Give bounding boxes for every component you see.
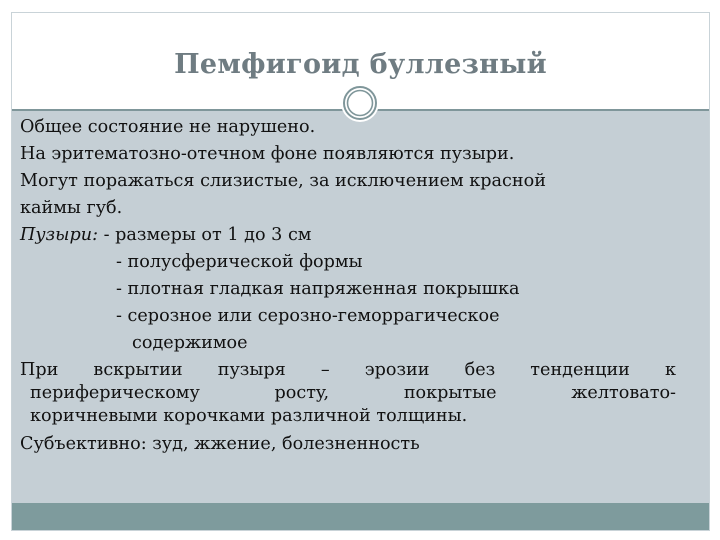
bullet-item: - серозное или серозно-геморрагическое <box>116 306 500 326</box>
paragraph-erosion <box>20 359 676 428</box>
bullet-header-line <box>20 222 676 249</box>
text-line: Общее состояние не нарушено. <box>20 117 316 137</box>
bullet-item: - полусферической формы <box>116 252 363 272</box>
slide-body <box>20 114 676 458</box>
bullet-item: - плотная гладкая напряженная покрышка <box>116 279 520 299</box>
bullets-label: Пузыри: <box>20 225 98 245</box>
text-line: Субъективно: зуд, жжение, болезненность <box>20 434 420 454</box>
text-line: периферическому ростy, покрытые желтовато- <box>30 383 676 403</box>
text-line: коричневыми корочками различной толщины. <box>30 406 468 426</box>
text-line: При вскрытии пузыря – эрозии без тенденции к <box>20 360 676 380</box>
slide-title: Пемфигоид буллезный <box>174 49 547 80</box>
text-line: Могут поражаться слизистые, за исключением красной <box>20 171 546 191</box>
bullet-item-continuation: содержимое <box>132 333 248 353</box>
bullet-item: - размеры от 1 до 3 см <box>103 225 312 245</box>
bottom-accent-bar <box>12 503 709 530</box>
text-line: каймы губ. <box>20 198 123 218</box>
text-line: На эритематозно-отечном фоне появляются пузыри. <box>20 144 515 164</box>
